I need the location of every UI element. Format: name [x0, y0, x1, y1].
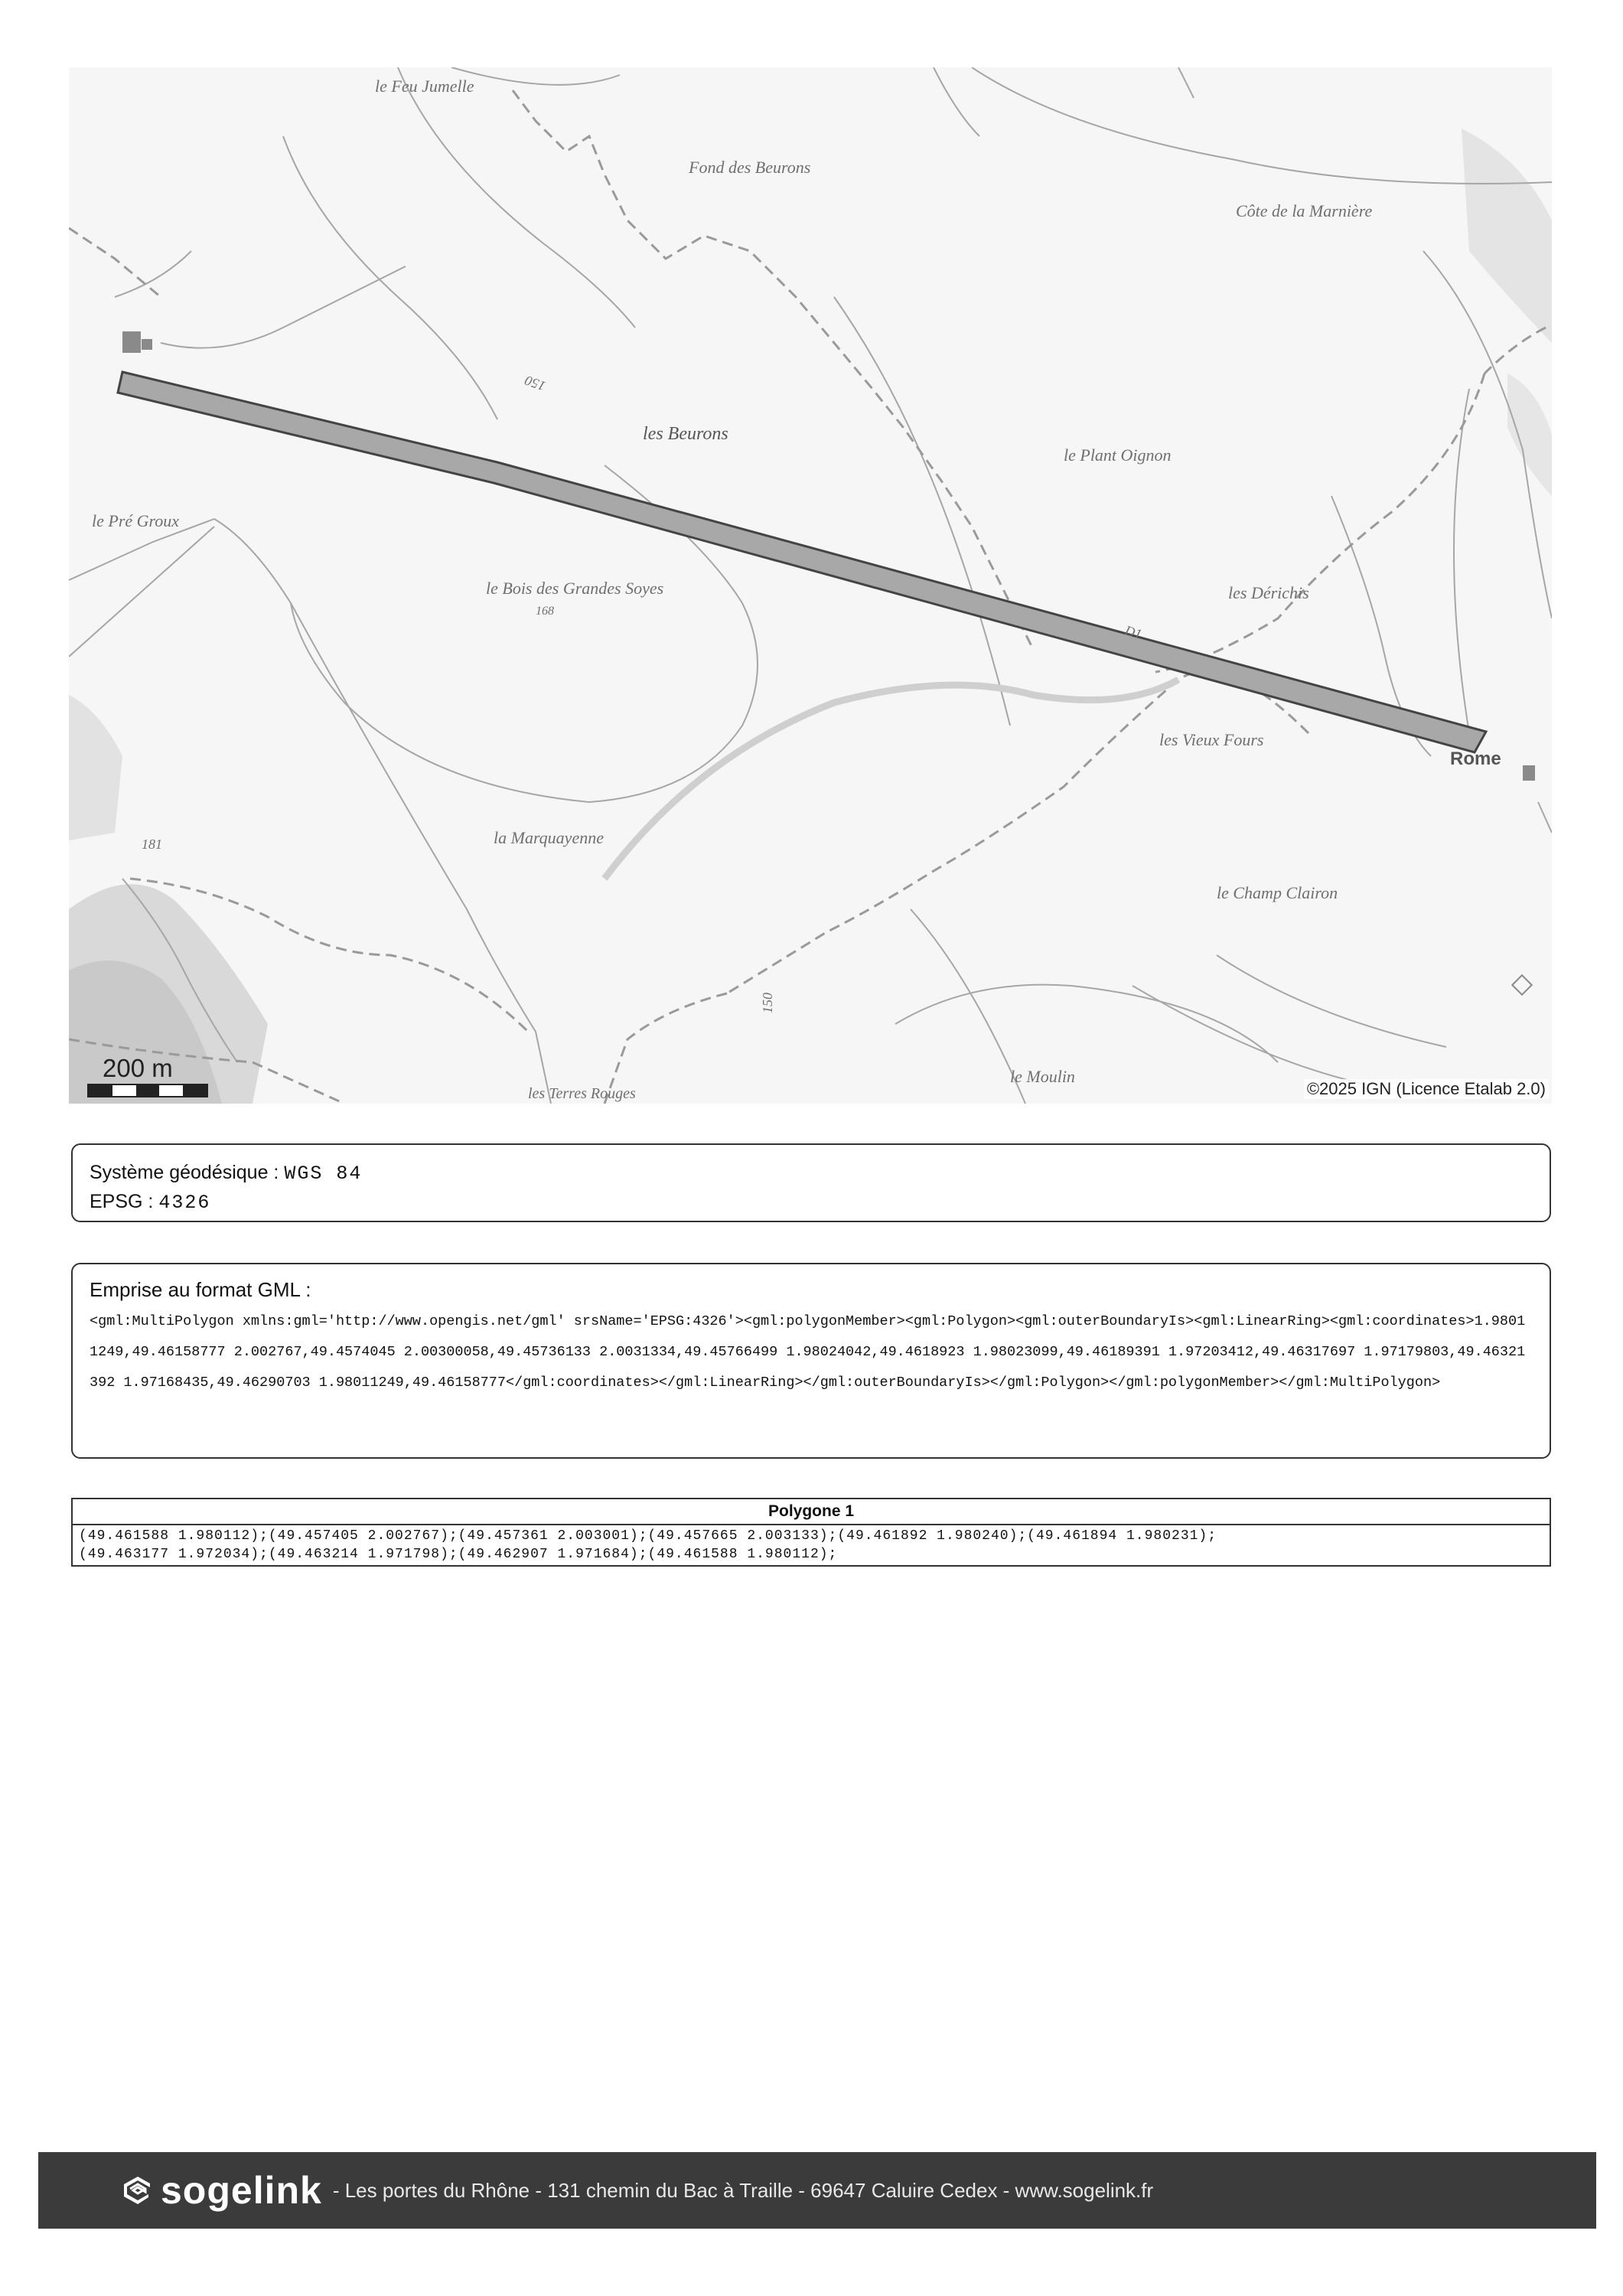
place-les-derichis: les Dérichis [1228, 583, 1309, 602]
polygon-table [71, 1498, 1551, 1567]
road-d1-label: D1 [1123, 622, 1144, 642]
epsg-value: 4326 [158, 1192, 211, 1214]
geodesic-system-line [90, 1159, 1533, 1188]
contour-150-label-2: 150 [760, 993, 775, 1013]
epsg-label: EPSG : [90, 1191, 154, 1212]
place-champ-clairon: le Champ Clairon [1217, 883, 1338, 902]
place-vieux-fours: les Vieux Fours [1159, 730, 1264, 749]
contour-150-label: 150 [523, 372, 548, 394]
elevation-168-label: 168 [536, 605, 554, 618]
map-base-layer [69, 67, 1552, 1104]
epsg-line [90, 1188, 1533, 1217]
gml-box [71, 1263, 1551, 1459]
scale-label: 200 m [103, 1054, 173, 1082]
footer [38, 2152, 1596, 2229]
scale-bar [87, 1084, 208, 1097]
place-fond-des-beurons: Fond des Beurons [689, 158, 811, 177]
parcel-polygon [118, 372, 1486, 752]
gml-title: Emprise au format GML : [90, 1278, 311, 1301]
footer-address: - Les portes du Rhône - 131 chemin du Bac à Traille - 69647 Caluire Cedex - www.sogelink.fr [332, 2178, 1154, 2202]
polygon-coordinates [73, 1525, 1550, 1565]
map-scale [87, 1055, 208, 1097]
place-plant-oignon: le Plant Oignon [1064, 445, 1172, 465]
gml-text: <gml:MultiPolygon xmlns:gml='http://www.opengis.net/gml' srsName='EPSG:4326'><gml:polygonMember><gml:Polygon><gml:outerBoundaryIs><gml:LinearRing><gml:coordinates>1.98011249,49.46158777 2.002767,49.4574045 2.00300058,49.45736133 2.0031334,49.45766499 1.98024042,49.4618923 1.98023099,49.46189391 1.97203412,49.46317697 1.97179803,49.46321392 1.97168435,49.46290703 1.98011249,49.46158777</gml:coordinates></gml:LinearRing></gml:outerBoundaryIs></gml:Polygon></gml:polygonMember></gml:MultiPolygon> [90, 1313, 1526, 1391]
place-bois-grandes-soyes: le Bois des Grandes Soyes [486, 579, 664, 598]
polygon-table-header: Polygone 1 [73, 1499, 1550, 1525]
geodesic-system-label: Système géodésique : [90, 1162, 279, 1183]
polygon-coordinates-line-2: (49.463177 1.972034);(49.463214 1.971798);(49.462907 1.971684);(49.461588 1.980112); [79, 1547, 838, 1562]
geodesic-system-box [71, 1143, 1551, 1222]
sogelink-logo-icon [121, 2174, 155, 2207]
place-les-beurons: les Beurons [643, 424, 728, 444]
place-rome: Rome [1450, 748, 1501, 769]
place-marquayenne: la Marquayenne [494, 828, 604, 847]
elevation-181-label: 181 [142, 837, 162, 852]
place-moulin: le Moulin [1010, 1067, 1075, 1086]
place-terres-rouges: les Terres Rouges [528, 1085, 636, 1102]
place-cote-marniere: Côte de la Marnière [1236, 201, 1373, 220]
map-copyright: ©2025 IGN (Licence Etalab 2.0) [1304, 1079, 1549, 1099]
place-feu-jumelle: le Feu Jumelle [375, 77, 474, 96]
sogelink-logo-text: sogelink [161, 2169, 322, 2212]
place-pre-groux: le Pré Groux [92, 511, 180, 530]
map-view[interactable] [69, 67, 1552, 1104]
polygon-coordinates-line-1: (49.461588 1.980112);(49.457405 2.002767);(49.457361 2.003001);(49.457665 2.003133);(49.461892 1.980240);(49.461894 1.980231); [79, 1528, 1217, 1544]
geodesic-system-value: WGS 84 [284, 1163, 363, 1185]
